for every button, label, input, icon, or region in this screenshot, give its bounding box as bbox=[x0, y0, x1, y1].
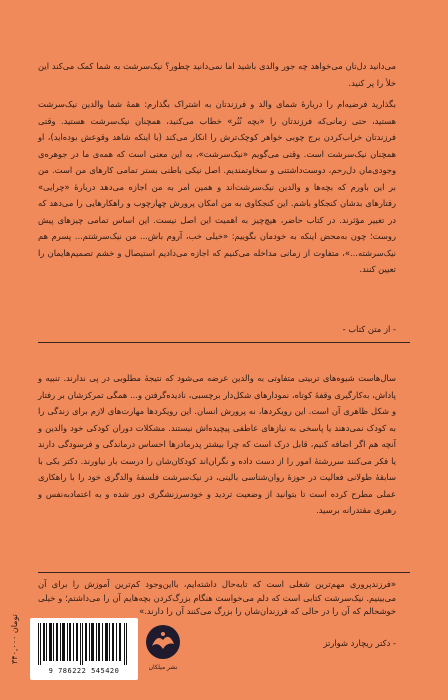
quote-author: - دکتر ریچارد شوارتز bbox=[323, 638, 396, 648]
price-label: ۳۴۰,۰۰۰ تومان bbox=[10, 614, 19, 664]
isbn-barcode bbox=[30, 618, 138, 680]
description-paragraph: سال‌هاست شیوه‌های تربیتی متفاوتی به والدین عرضه می‌شود که نتیجهٔ مطلوبی در پی ندارند. تنبیه و پاداش، به‌کارگیری وقفهٔ کوتاه، نمودارهای شکل‌دار برچسبی، نادیده‌گرفتن و... همگی تمرکزشان بر رفتار و شکل ظاهری آن است. این رویکردها، نه پرورش انسان. این رویکردها مهارت‌های لازم برای زندگی را به کودک نمی‌دهند یا پاسخی به نیازهای عاطفی پیچیده‌اش نیستند. مشکلات دوران کودکی خود والدین و آنچه هم اگر اضافه کنیم، قابل درک است که چرا بیشتر پدرمادرها احساس درماندگی و فرسودگی دارند یا فکر می‌کنند سررشتهٔ امور را از دست داده و نگران‌اند کودکان‌شان را درست بار نیاورند. دکتر بکی با سابقهٔ طولانی فعالیت در حوزهٔ روان‌شناسی بالینی، در نیک‌سرشت فلسفهٔ والدگری خود را با راهکاری عملی مطرح کرده است تا بتوانید از وضعیت تردید و خودسرزنشگری دور شده و به اعتمادبه‌نفس و رهبری مقتدرانه برسید. bbox=[38, 373, 396, 515]
divider-bottom bbox=[38, 572, 410, 573]
publisher-logo bbox=[143, 622, 183, 674]
isbn-number: 9 786222 545420 bbox=[48, 667, 120, 675]
barcode-bars bbox=[36, 623, 132, 665]
excerpt-paragraph: بگذارید فرضیه‌ام را دربارهٔ شمای والد و فرزندتان به اشتراک بگذارم: همهٔ شما والدین نیک‌سرشت هستید، حتی زمانی‌که فرزندتان را «بچه نُنُر» خطاب می‌کنید، همچنان نیک‌سرشت هستید. وقتی فرزندتان خراب‌کردن برج چوبی خواهر کوچک‌ترش را انکار می‌کند (با اینکه شاهد وقوعش بوده‌اید)، او همچنان نیک‌سرشت است. وقتی می‌گویم «نیک‌سرشت»، به این معنی است که همه‌ی ما در جوهره‌ی وجودی‌مان دل‌رحم، دوست‌داشتنی و سخاوتمندیم. اصل نیکی باطنی بستر تمامی کارهای من است. من بر این باورم که بچه‌ها و والدین نیک‌سرشت‌اند و همین امر به من اجازه می‌دهد دربارهٔ «چرایی» رفتارهای بدشان کنجکاو باشم. این کنجکاوی به من امکان پرورش چهارچوب و راهکارهایی را می‌دهد که در تغییر مؤثرند. در کتاب حاضر، هیچ‌چیز به اهمیت این اصل نیست. این اساس تمامی چیزهای پیش روست؛ چون به‌محض اینکه به خودمان بگوییم: «خیلی خب، آروم باش... من نیک‌سرشتم... پسرم هم نیک‌سرشته...»، متفاوت از زمانی مداخله می‌کنیم که اجازه می‌دادیم استیصال و خشم تصمیم‌هایمان را تعیین کنند. bbox=[38, 99, 396, 274]
publisher-name: نشر میلکان bbox=[148, 664, 178, 671]
intro-paragraph: می‌دانید دل‌تان می‌خواهد چه جور والدی باشید اما نمی‌دانید چطور؟ نیک‌سرشت به شما کمک می‌کند این خلأ را پر کنید. bbox=[38, 61, 396, 88]
excerpt-source: - از متن کتاب - bbox=[342, 324, 396, 334]
quote-paragraph: «فرزندپروری مهم‌ترین شغلی است که تابه‌حال داشته‌ایم، بااین‌وجود کم‌ترین آموزش را برای آن می‌بینیم. نیک‌سرشت کتابی است که دلم می‌خواست هنگام بزرگ‌کردن بچه‌هایم آن را می‌داشتم؛ و خیلی خوشحالم که آن را در حالی که فرزندان‌شان را بزرگ می‌کنند آن را دارند.» bbox=[38, 579, 396, 616]
publisher-emblem-icon bbox=[143, 622, 183, 664]
divider-top bbox=[38, 342, 410, 343]
